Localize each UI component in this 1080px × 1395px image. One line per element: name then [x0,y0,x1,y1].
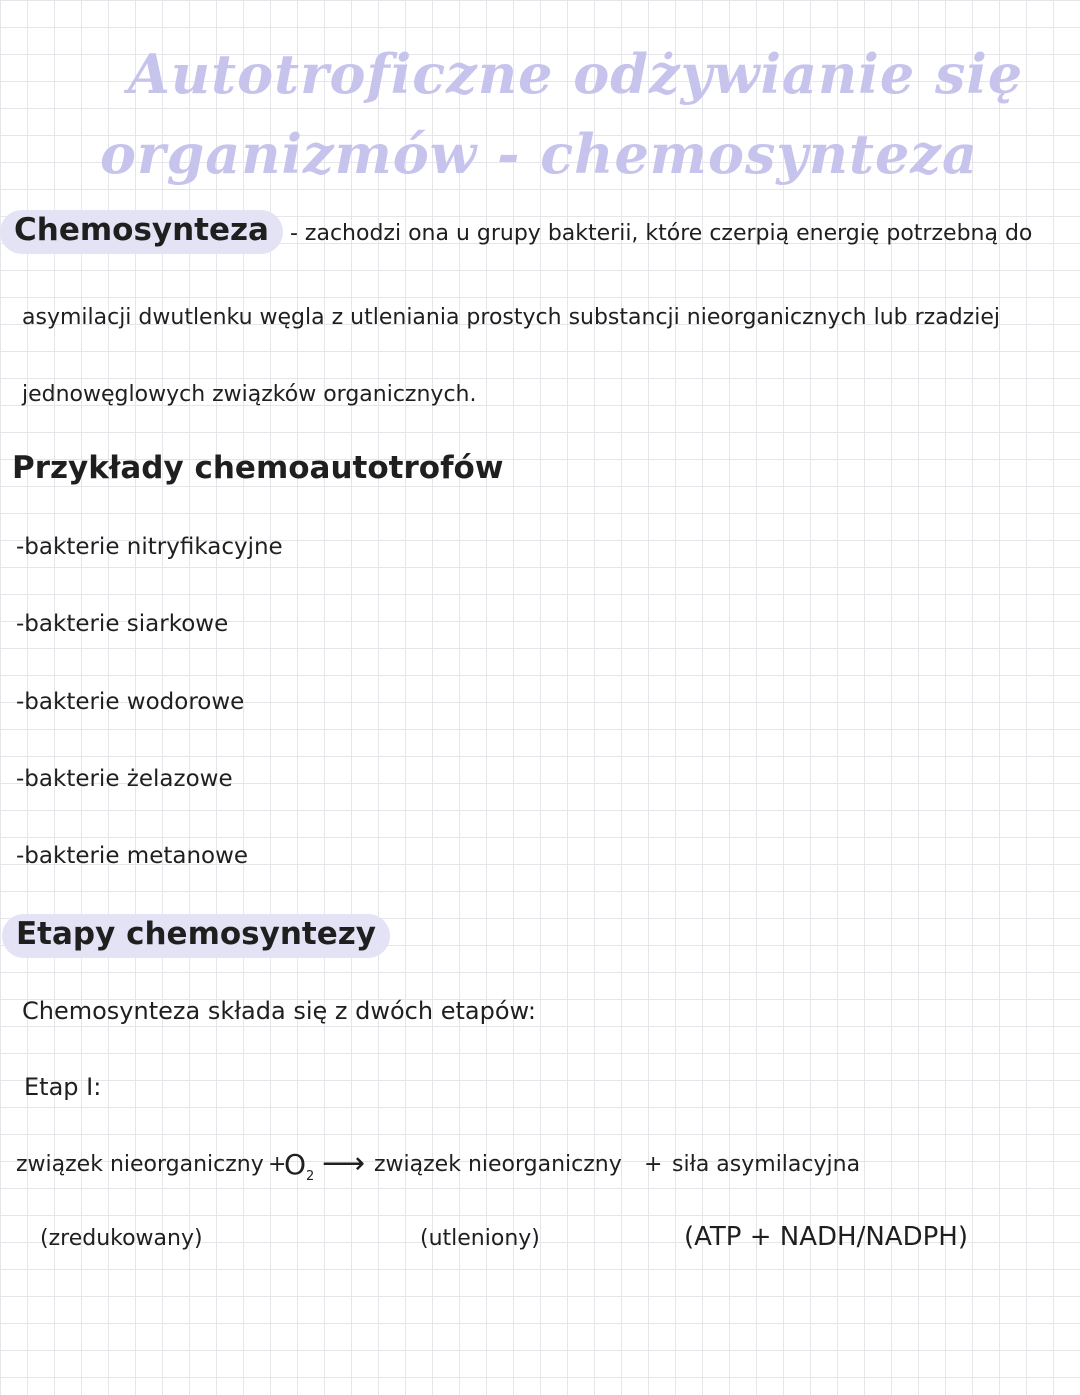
oxygen-symbol: O [284,1148,307,1181]
equation-oxygen [284,1148,314,1184]
stage1-label: Etap I: [24,1073,102,1101]
page-title-line2: organizmów - chemosynteza [100,122,978,186]
equation-reactant: związek nieorganiczny [16,1152,264,1177]
oxygen-subscript: 2 [306,1169,315,1184]
equation-plus-1: + [268,1152,287,1177]
examples-heading: Przykłady chemoautotrofów [12,450,504,486]
definition-line1 [0,212,1032,248]
definition-line2: asymilacji dwutlenku węgla z utleniania prostych substancji nieorganicznych lub rzadziej [22,305,1000,330]
equation-energy: siła asymilacyjna [672,1152,861,1177]
stages-heading: Etapy chemosyntezy [2,914,390,958]
example-item: -bakterie siarkowe [16,611,229,637]
equation-energy-note: (ATP + NADH/NADPH) [684,1222,968,1252]
definition-text-1: zachodzi ona u grupy bakterii, które czerpią energię potrzebną do [304,221,1033,246]
page-title-line1: Autotroficzne odżywianie się [128,42,1024,106]
equation-product: związek nieorganiczny [374,1152,622,1177]
equation-reactant-note: (zredukowany) [40,1226,203,1251]
definition-term: Chemosynteza [0,210,283,254]
definition-line3: jednowęglowych związków organicznych. [22,382,477,407]
equation-product-note: (utleniony) [420,1226,540,1251]
example-item: -bakterie metanowe [16,843,249,869]
example-item: -bakterie żelazowe [16,766,233,792]
equation-plus-2: + [644,1152,663,1177]
stages-intro: Chemosynteza składa się z dwóch etapów: [22,997,536,1025]
definition-dash: - [282,221,305,246]
equation-arrow: ⟶ [322,1146,366,1181]
example-item: -bakterie nitryfikacyjne [16,534,283,560]
example-item: -bakterie wodorowe [16,689,245,715]
